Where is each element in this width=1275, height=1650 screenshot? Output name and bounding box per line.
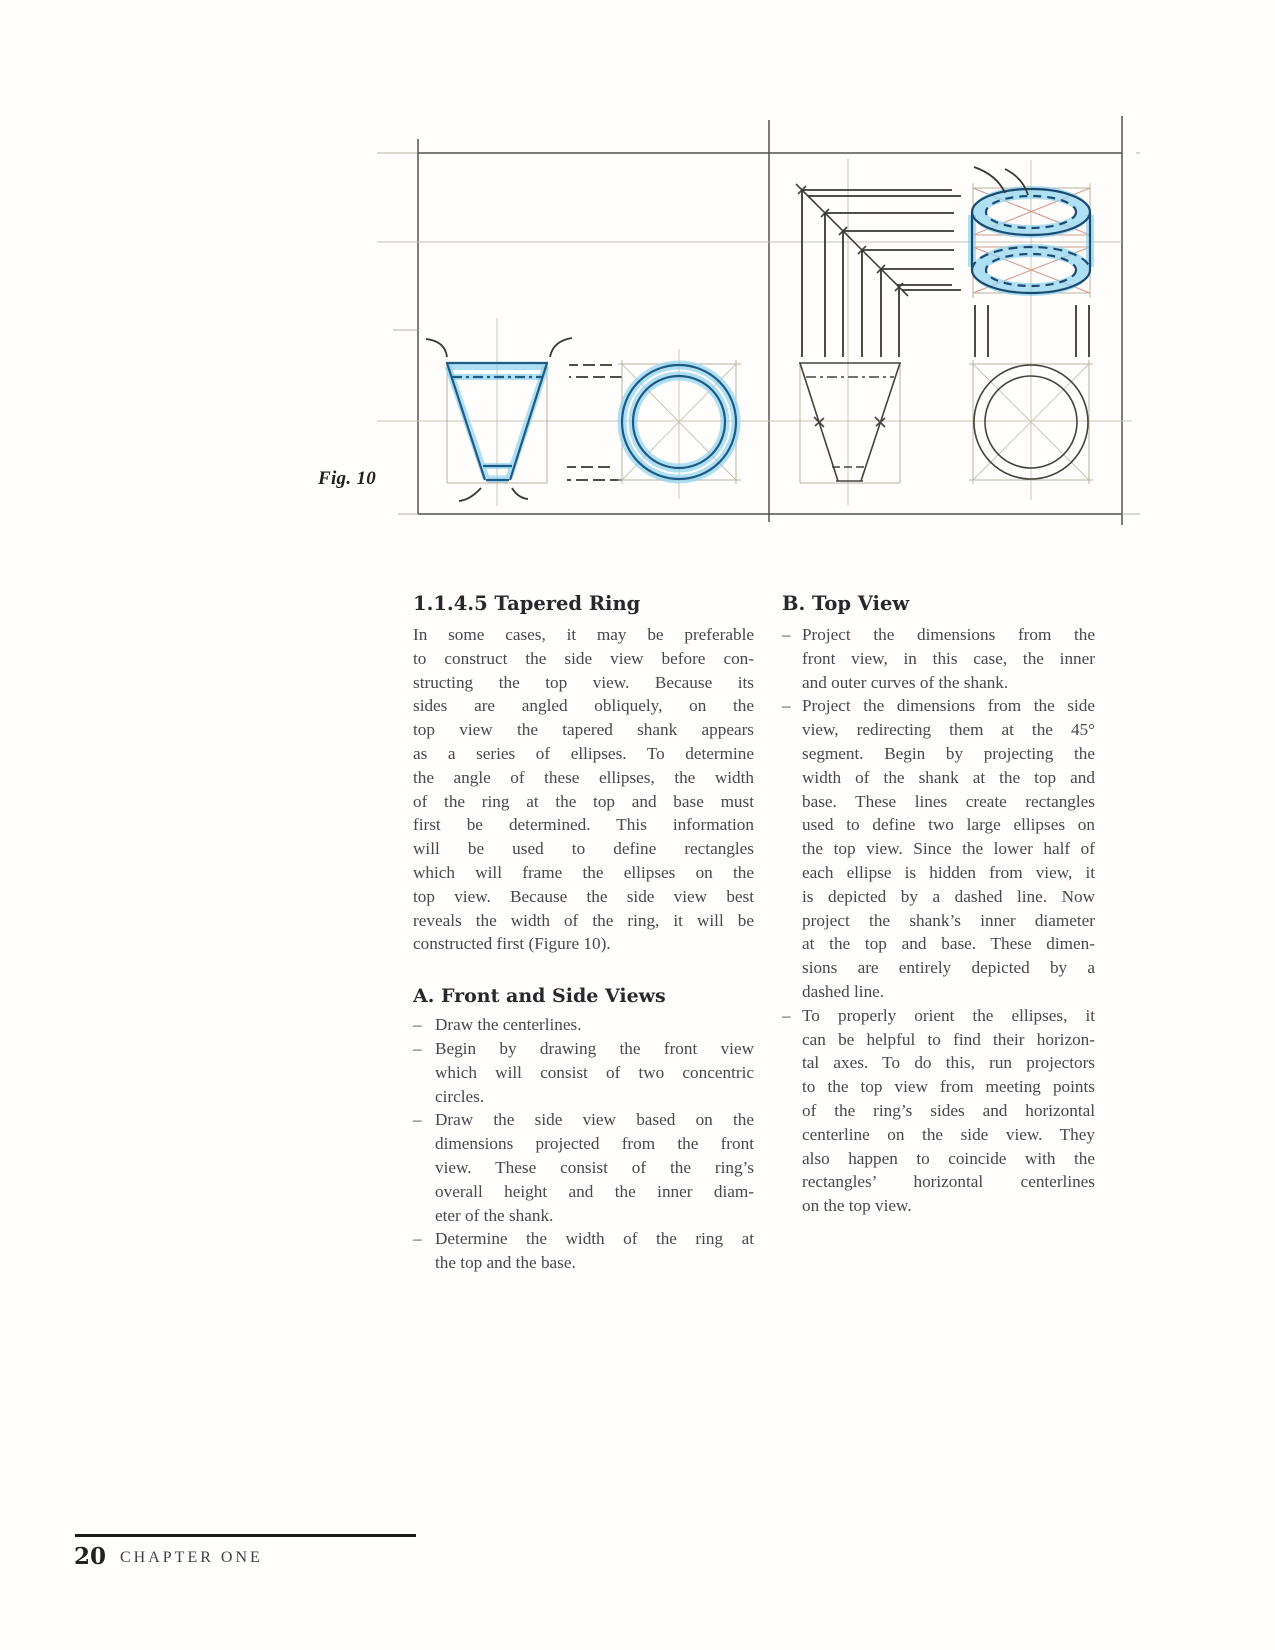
bullet-dash: – <box>782 696 791 716</box>
figure-caption: Fig. 10 <box>318 468 377 489</box>
text-line: view. These consist of the ring’s <box>435 1157 754 1177</box>
bullet-text <box>435 1108 754 1227</box>
text-line: the angle of these ellipses, the width <box>413 767 754 787</box>
subsection-heading-b: B. Top View <box>782 592 910 615</box>
bullet-item <box>413 1013 754 1037</box>
text-line: of the ring’s sides and horizontal <box>802 1100 1095 1120</box>
text-line: top view. Because the side view best <box>413 886 754 906</box>
text-line: first be determined. This information <box>413 815 754 835</box>
text-line: which will frame the ellipses on the <box>413 862 754 882</box>
bullet-item <box>782 1004 1095 1218</box>
text-line: Draw the centerlines. <box>435 1015 582 1035</box>
front-view2-ink <box>799 363 901 481</box>
text-line: eter of the shank. <box>435 1205 554 1225</box>
text-line: structing the top view. Because its <box>413 672 754 692</box>
bullet-dash: – <box>782 625 791 644</box>
bullet-item <box>413 1037 754 1108</box>
bullet-text <box>435 1037 754 1108</box>
bullet-dash: – <box>413 1038 422 1058</box>
chapter-title: CHAPTER ONE <box>120 1549 263 1566</box>
text-line: centerline on the side view. They <box>802 1124 1095 1144</box>
front-view2-guides <box>800 363 900 483</box>
text-line: sions are entirely depicted by a <box>802 958 1095 978</box>
left-column <box>413 591 754 1275</box>
text-line: Draw the side view based on the <box>435 1110 754 1130</box>
text-line: will be used to define rectangles <box>413 839 754 859</box>
bullet-dash: – <box>413 1229 422 1249</box>
bullet-text <box>802 623 1095 694</box>
text-line: segment. Begin by projecting the <box>802 743 1095 763</box>
text-line: sides are angled obliquely, on the <box>413 696 754 716</box>
bullet-dash: – <box>413 1110 422 1130</box>
text-line: is depicted by a dashed line. Now <box>802 886 1095 906</box>
miter-diagonal <box>796 184 908 296</box>
footer-rule <box>75 1534 416 1537</box>
figure-10-drawing <box>340 115 1140 525</box>
text-line: rectangles’ horizontal centerlines <box>802 1172 1095 1192</box>
subsection-heading-a: A. Front and Side Views <box>413 985 666 1008</box>
right-column <box>782 591 1095 1218</box>
bullet-item <box>782 694 1095 1003</box>
intro-paragraph <box>413 623 754 956</box>
text-line: which will consist of two concentric <box>435 1062 754 1082</box>
text-line: dimensions projected from the front <box>435 1134 754 1154</box>
text-line: on the top view. <box>802 1196 912 1216</box>
construction-grid <box>377 158 1132 506</box>
text-line: width of the shank at the top and <box>802 767 1095 787</box>
text-line: dashed line. <box>802 981 885 1001</box>
text-line: To properly orient the ellipses, it <box>802 1005 1095 1025</box>
bullet-item <box>413 1227 754 1275</box>
bullet-item <box>413 1108 754 1227</box>
text-line: to the top view from meeting points <box>802 1077 1095 1097</box>
text-line: overall height and the inner diam- <box>435 1181 754 1201</box>
bullet-text <box>435 1013 754 1037</box>
text-line: used to define two large ellipses on <box>802 815 1095 835</box>
bullet-list-b <box>782 623 1095 1218</box>
text-line: at the top and base. These dimen- <box>802 934 1095 954</box>
text-line: Determine the width of the ring at <box>435 1229 754 1249</box>
text-line: front view, in this case, the inner <box>802 648 1095 668</box>
text-line: of the ring at the top and base must <box>413 791 754 811</box>
text-line: Project the dimensions from the side <box>802 696 1095 716</box>
bullet-dash: – <box>782 1005 791 1025</box>
projection-arrows-left <box>567 365 622 480</box>
projectors-vertical <box>797 190 904 357</box>
projectors-up-cylinder <box>975 305 1089 357</box>
text-line: In some cases, it may be preferable <box>413 625 754 644</box>
text-line: the top view. Since the lower half of <box>802 839 1095 859</box>
text-line: tal axes. To do this, run projectors <box>802 1053 1095 1073</box>
text-line: the top and the base. <box>435 1253 576 1273</box>
text-line: base. These lines create rectangles <box>802 791 1095 811</box>
text-line: view, redirecting them at the 45° <box>802 720 1095 740</box>
text-line: reveals the width of the ring, it will be <box>413 910 754 930</box>
text-line: each ellipse is hidden from view, it <box>802 862 1095 882</box>
bullet-dash: – <box>413 1015 422 1035</box>
page-number: 20 <box>74 1543 107 1570</box>
text-line: to construct the side view before con- <box>413 648 754 668</box>
text-line: as a series of ellipses. To determine <box>413 743 754 763</box>
section-heading: 1.1.4.5 Tapered Ring <box>413 592 641 615</box>
text-line: constructed first (Figure 10). <box>413 934 611 954</box>
text-line: circles. <box>435 1086 485 1106</box>
bullet-list-a <box>413 1013 754 1275</box>
text-line: can be helpful to find their horizon- <box>802 1029 1095 1049</box>
text-line: top view the tapered shank appears <box>413 720 754 740</box>
text-line: and outer curves of the shank. <box>802 672 1009 692</box>
text-line: Begin by drawing the front view <box>435 1038 754 1058</box>
text-line: also happen to coincide with the <box>802 1148 1095 1168</box>
bullet-text <box>802 1004 1095 1218</box>
text-line: project the shank’s inner diameter <box>802 910 1095 930</box>
bullet-item <box>782 623 1095 694</box>
bullet-text <box>802 694 1095 1003</box>
text-line: Project the dimensions from the <box>802 625 1095 644</box>
bullet-text <box>435 1227 754 1275</box>
